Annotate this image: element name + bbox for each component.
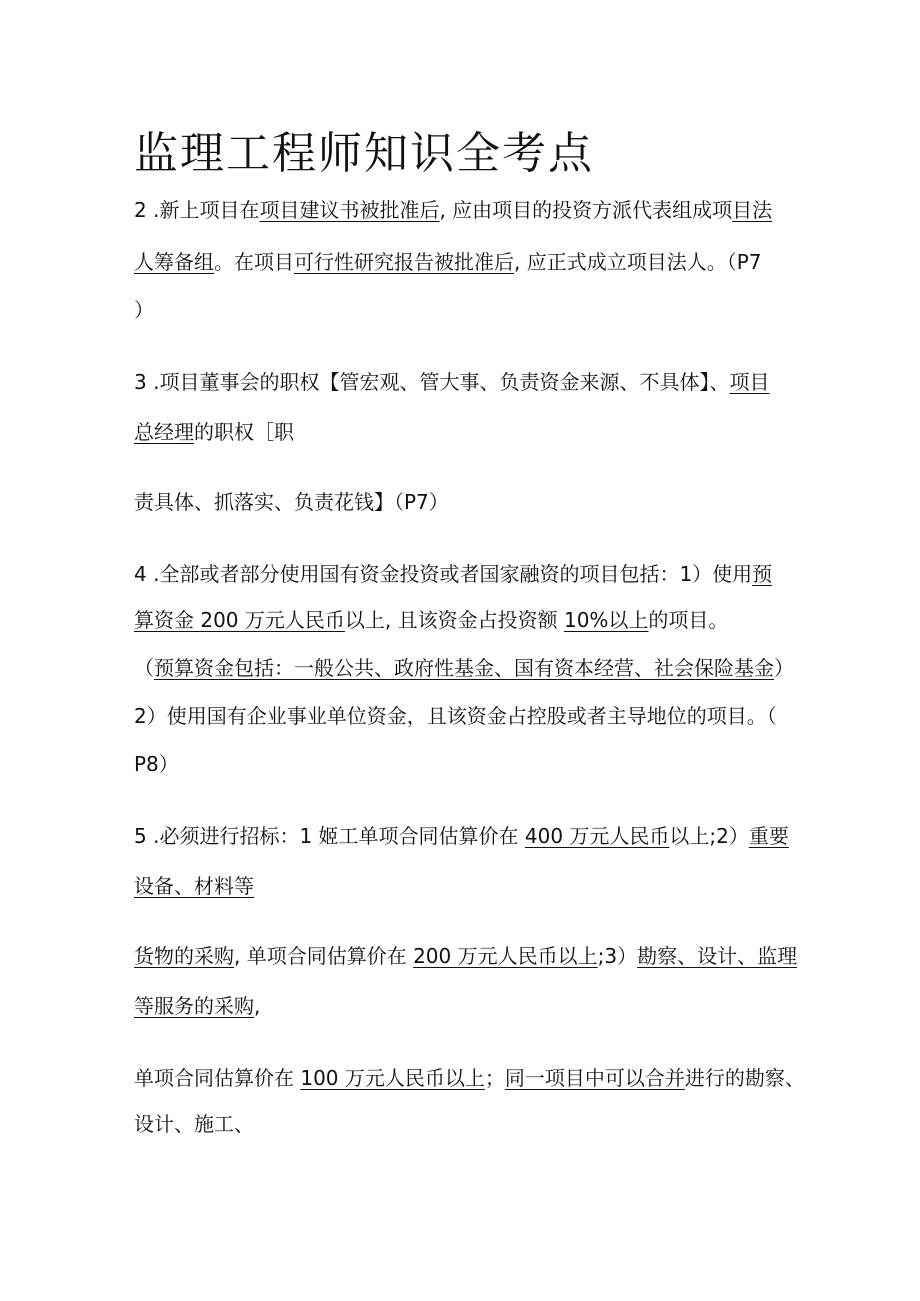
text-segment: 。在项目 [214, 250, 294, 274]
text-line [134, 418, 294, 446]
text-segment: 责具体、抓落实、负责花钱】（P7） [134, 490, 449, 514]
text-segment: 4 .全部或者部分使用国有资金投资或者国家融资的项目包括：1）使用 [134, 562, 753, 586]
text-segment: 的项目。 [648, 608, 729, 632]
text-segment: ;3） [597, 944, 638, 968]
text-segment: ； [484, 1066, 505, 1090]
underlined-text: 项目建议书被批准后 [259, 198, 440, 222]
text-segment: 进行的勘察、 [684, 1066, 805, 1090]
text-segment: , 应正式成立项目法人。（P7 [514, 250, 762, 274]
underlined-text: 货物的采购 [134, 944, 234, 968]
text-segment: 2）使用国有企业事业单位资金，且该资金占控股或者主导地位的项目。（ [134, 704, 777, 728]
underlined-text: 设备、材料等 [134, 874, 254, 898]
underlined-text: 100 万元人民币以上 [300, 1066, 485, 1090]
text-segment: , 单项合同估算价在 [234, 944, 414, 968]
text-line [134, 822, 789, 850]
text-segment: P8） [134, 752, 179, 776]
text-line [134, 606, 728, 634]
text-segment: ） [134, 298, 154, 322]
underlined-text: 勘察、设计、监理 [637, 944, 798, 968]
text-line [134, 560, 772, 588]
text-line [134, 1064, 805, 1092]
text-line [134, 196, 772, 224]
text-line [134, 992, 260, 1020]
underlined-text: 等服务的采购 [134, 994, 254, 1018]
text-line [134, 488, 449, 516]
text-segment: 单项合同估算价在 [134, 1066, 301, 1090]
text-segment: 的职权［职 [194, 420, 294, 444]
text-line [134, 654, 794, 682]
text-segment: 5 .必须进行招标：1 姬工单项合同估算价在 [134, 824, 525, 848]
text-segment: 以上;2） [669, 824, 749, 848]
text-line [134, 1110, 254, 1138]
text-line [134, 248, 762, 276]
text-line [134, 368, 769, 396]
underlined-text: 400 万元人民币 [524, 824, 670, 848]
text-line [134, 296, 154, 324]
underlined-text: 可行性研究报告被批准后 [294, 250, 514, 274]
underlined-text: 同一项目中可以合并 [504, 1066, 685, 1090]
underlined-text: 10%以上 [563, 608, 649, 632]
underlined-text: 目法 [732, 198, 773, 222]
text-segment: 2 .新上项目在 [134, 198, 260, 222]
underlined-text: 预算资金包括：一般公共、政府性基金、国有资本经营、社会保险基金 [154, 656, 774, 680]
text-line [134, 872, 254, 900]
text-segment: 设计、施工、 [134, 1112, 254, 1136]
text-segment: 3 .项目董事会的职权【管宏观、管大事、负责资金来源、不具体】、 [134, 370, 730, 394]
text-segment: 以上, 且该资金占投资额 [344, 608, 564, 632]
underlined-text: 预 [752, 562, 773, 586]
text-line [134, 702, 777, 730]
underlined-text: 人筹备组 [134, 250, 214, 274]
text-line [134, 750, 179, 778]
text-segment: （ [134, 656, 154, 680]
page-title: 监理工程师知识全考点 [134, 128, 594, 179]
text-segment: , 应由项目的投资方派代表组成项 [439, 198, 733, 222]
underlined-text: 重要 [748, 824, 789, 848]
underlined-text: 总经理 [134, 420, 194, 444]
text-segment: , [254, 994, 261, 1018]
text-segment: ） [774, 656, 794, 680]
underlined-text: 算资金 200 万元人民币 [134, 608, 345, 632]
text-line [134, 942, 797, 970]
underlined-text: 项目 [729, 370, 770, 394]
underlined-text: 200 万元人民币以上 [413, 944, 598, 968]
